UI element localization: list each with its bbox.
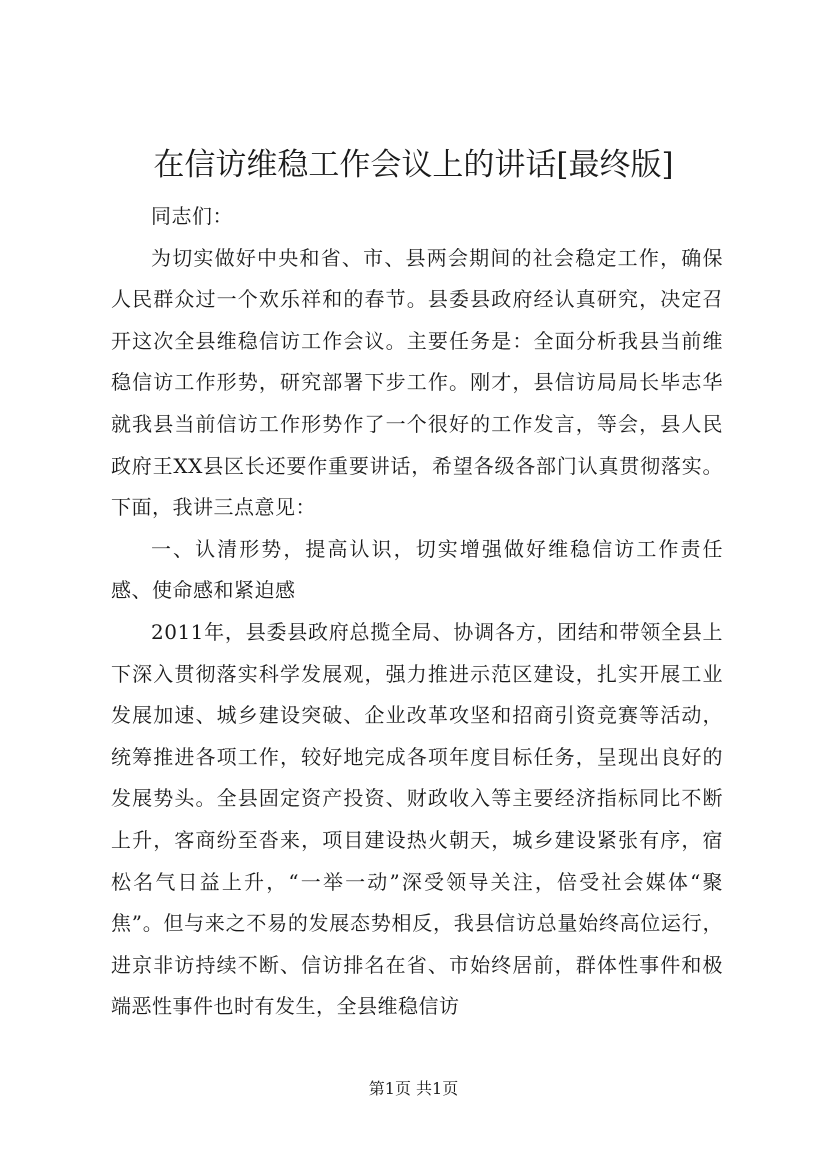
document-body	[111, 196, 723, 1028]
body-paragraph: 2011年，县委县政府总揽全局、协调各方，团结和带领全县上下深入贯彻落实科学发展观，强力推进示范区建设，扎实开展工业发展加速、城乡建设突破、企业改革攻坚和招商引资竞赛等活动，统筹推进各项工作，较好地完成各项年度目标任务，呈现出良好的发展势头。全县固定资产投资、财政收入等主要经济指标同比不断上升，客商纷至沓来，项目建设热火朝天，城乡建设紧张有序，宿松名气日益上升，“一举一动”深受领导关注，倍受社会媒体“聚焦”。但与来之不易的发展态势相反，我县信访总量始终高位运行，进京非访持续不断、信访排名在省、市始终居前，群体性事件和极端恶性事件也时有发生，全县维稳信访	[111, 619, 723, 1019]
salutation-paragraph: 同志们：	[151, 204, 233, 228]
document-title: 在信访维稳工作会议上的讲话[最终版]	[153, 147, 674, 183]
intro-paragraph: 为切实做好中央和省、市、县两会期间的社会稳定工作，确保人民群众过一个欢乐祥和的春节。县委县政府经认真研究，决定召开这次全县维稳信访工作会议。主要任务是：全面分析我县当前维稳信访工作形势，研究部署下步工作。刚才，县信访局局长毕志华就我县当前信访工作形势作了一个很好的工作发言，等会，县人民政府王XX县区长还要作重要讲话，希望各级各部门认真贯彻落实。下面，我讲三点意见：	[111, 245, 723, 520]
page-footer: 第1页 共1页	[368, 1079, 459, 1098]
section-heading-1: 一、认清形势，提高认识，切实增强做好维稳信访工作责任感、使命感和紧迫感	[111, 536, 723, 603]
